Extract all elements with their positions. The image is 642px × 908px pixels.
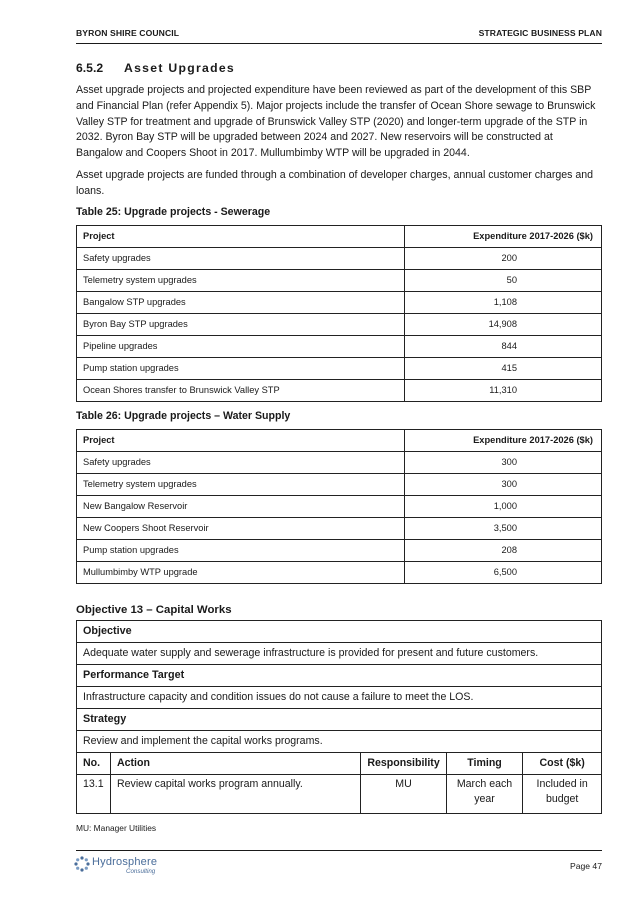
table-row bbox=[77, 539, 602, 561]
project-cell: Pump station upgrades bbox=[77, 357, 405, 379]
action-cost: Included in budget bbox=[523, 774, 602, 813]
table-row bbox=[77, 451, 602, 473]
strategy-text-row bbox=[77, 730, 602, 752]
objective-text-row bbox=[77, 642, 602, 664]
project-cell: Pump station upgrades bbox=[77, 539, 405, 561]
table-row bbox=[77, 247, 602, 269]
table-row bbox=[77, 357, 602, 379]
table-row bbox=[77, 561, 602, 583]
table-row bbox=[77, 269, 602, 291]
expenditure-cell: 6,500 bbox=[405, 561, 602, 583]
project-cell: Bangalow STP upgrades bbox=[77, 291, 405, 313]
strategy-text: Review and implement the capital works programs. bbox=[77, 730, 602, 752]
action-header-row bbox=[77, 752, 602, 774]
column-header-expenditure: Expenditure 2017-2026 ($k) bbox=[405, 225, 602, 247]
performance-label-row bbox=[77, 664, 602, 686]
header-organisation: BYRON SHIRE COUNCIL bbox=[76, 28, 180, 38]
column-header-no: No. bbox=[77, 752, 111, 774]
water-supply-upgrades-table bbox=[76, 429, 602, 584]
project-cell: Pipeline upgrades bbox=[77, 335, 405, 357]
project-cell: Safety upgrades bbox=[77, 451, 405, 473]
expenditure-cell: 415 bbox=[405, 357, 602, 379]
column-header-cost: Cost ($k) bbox=[523, 752, 602, 774]
table-row bbox=[77, 473, 602, 495]
project-cell: Byron Bay STP upgrades bbox=[77, 313, 405, 335]
objective-title: Objective 13 – Capital Works bbox=[76, 603, 232, 616]
table-26-caption: Table 26: Upgrade projects – Water Supply bbox=[76, 409, 291, 422]
column-header-expenditure: Expenditure 2017-2026 ($k) bbox=[405, 429, 602, 451]
expenditure-cell: 50 bbox=[405, 269, 602, 291]
expenditure-cell: 3,500 bbox=[405, 517, 602, 539]
page-header bbox=[76, 28, 602, 38]
objective-label-row bbox=[77, 620, 602, 642]
logo-name: Hydrosphere bbox=[92, 856, 158, 868]
table-header-row bbox=[77, 429, 602, 451]
section-title: Asset Upgrades bbox=[124, 61, 235, 75]
project-cell: New Coopers Shoot Reservoir bbox=[77, 517, 405, 539]
expenditure-cell: 1,000 bbox=[405, 495, 602, 517]
header-document-title: STRATEGIC BUSINESS PLAN bbox=[478, 28, 602, 38]
strategy-label-row bbox=[77, 708, 602, 730]
action-responsibility: MU bbox=[361, 774, 446, 813]
page-number: Page 47 bbox=[569, 861, 602, 871]
expenditure-cell: 1,108 bbox=[405, 291, 602, 313]
expenditure-cell: 844 bbox=[405, 335, 602, 357]
body-paragraph: Asset upgrade projects are funded through a combination of developer charges, annual customer charges and loans. bbox=[76, 168, 594, 197]
project-cell: New Bangalow Reservoir bbox=[77, 495, 405, 517]
table-row bbox=[77, 313, 602, 335]
hydrosphere-logo-icon bbox=[74, 856, 90, 872]
performance-target-text: Infrastructure capacity and condition issues do not cause a failure to meet the LOS. bbox=[77, 686, 602, 708]
strategy-label: Strategy bbox=[77, 708, 602, 730]
table-row bbox=[77, 379, 602, 401]
table-row bbox=[77, 291, 602, 313]
section-heading bbox=[76, 61, 602, 75]
column-header-timing: Timing bbox=[446, 752, 523, 774]
footnote: MU: Manager Utilities bbox=[76, 822, 157, 833]
project-cell: Mullumbimby WTP upgrade bbox=[77, 561, 405, 583]
objective-label: Objective bbox=[77, 620, 602, 642]
hydrosphere-logo bbox=[74, 856, 157, 875]
table-row bbox=[77, 517, 602, 539]
header-divider bbox=[76, 43, 602, 44]
footer-divider bbox=[76, 850, 602, 851]
project-cell: Telemetry system upgrades bbox=[77, 269, 405, 291]
table-row bbox=[77, 495, 602, 517]
table-header-row bbox=[77, 225, 602, 247]
column-header-responsibility: Responsibility bbox=[361, 752, 446, 774]
expenditure-cell: 300 bbox=[405, 451, 602, 473]
column-header-project: Project bbox=[77, 429, 405, 451]
table-row bbox=[77, 335, 602, 357]
table-row bbox=[77, 774, 602, 813]
logo-subtitle: Consulting bbox=[126, 868, 156, 875]
sewerage-upgrades-table bbox=[76, 225, 602, 402]
column-header-project: Project bbox=[77, 225, 405, 247]
expenditure-cell: 208 bbox=[405, 539, 602, 561]
action-timing: March each year bbox=[446, 774, 523, 813]
action-text: Review capital works program annually. bbox=[110, 774, 360, 813]
project-cell: Ocean Shores transfer to Brunswick Valley STP bbox=[77, 379, 405, 401]
objective-text: Adequate water supply and sewerage infrastructure is provided for present and future customers. bbox=[77, 642, 602, 664]
project-cell: Safety upgrades bbox=[77, 247, 405, 269]
project-cell: Telemetry system upgrades bbox=[77, 473, 405, 495]
column-header-action: Action bbox=[110, 752, 360, 774]
table-25-caption: Table 25: Upgrade projects - Sewerage bbox=[76, 205, 271, 218]
body-paragraph: Asset upgrade projects and projected expenditure have been reviewed as part of the development of this SBP and Financial Plan (refer Appendix 5). Major projects include the transfer of Ocean Shore sewage to Brunswick Valley STP for treatment and upgrade of Brunswick Valley STP (2020) and longer-term upgrade of the STP in 2032. Byron Bay STP will be upgraded between 2024 and 2027. New reservoirs will be constructed at Bangalow and Coopers Shoot in 2017. Mullumbimby WTP will be upgraded in 2044. bbox=[76, 84, 596, 160]
expenditure-cell: 11,310 bbox=[405, 379, 602, 401]
section-number: 6.5.2 bbox=[76, 61, 104, 75]
expenditure-cell: 14,908 bbox=[405, 313, 602, 335]
action-number: 13.1 bbox=[77, 774, 111, 813]
objective-table bbox=[76, 620, 602, 814]
expenditure-cell: 200 bbox=[405, 247, 602, 269]
expenditure-cell: 300 bbox=[405, 473, 602, 495]
performance-target-label: Performance Target bbox=[77, 664, 602, 686]
page-content bbox=[76, 61, 602, 833]
performance-text-row bbox=[77, 686, 602, 708]
